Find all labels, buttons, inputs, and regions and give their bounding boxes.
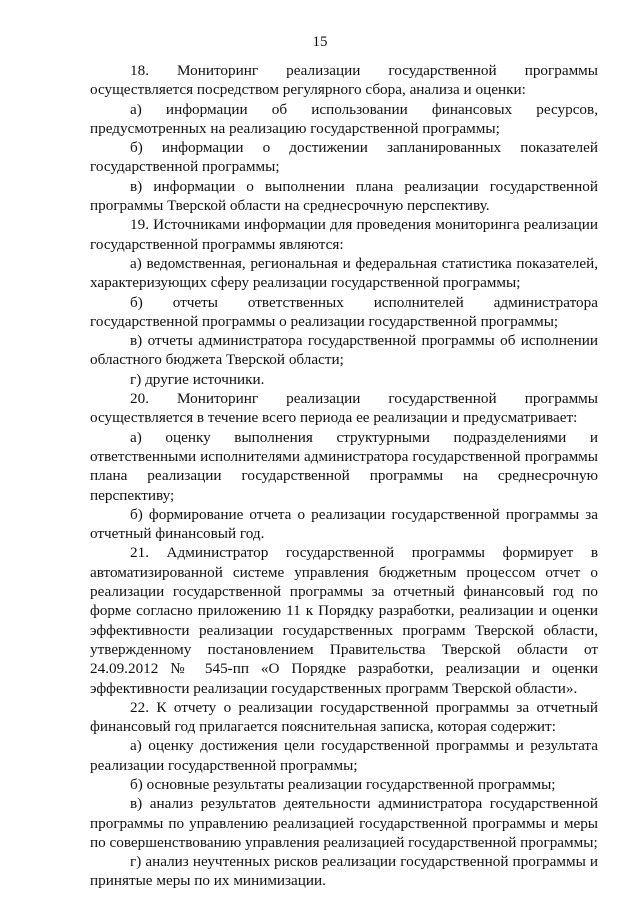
paragraph-18: 18. Мониторинг реализации государственной программы осуществляется посредством регулярного сбора, анализа и оценки: bbox=[90, 62, 598, 99]
paragraph-22-b: б) основные результаты реализации государственной программы; bbox=[130, 775, 556, 793]
paragraph-19-g: г) другие источники. bbox=[130, 370, 265, 388]
paragraph-20: 20. Мониторинг реализации государственной программы осуществляется в течение всего периода ее реализации и предусматривает: bbox=[90, 390, 598, 427]
paragraph-19: 19. Источниками информации для проведения мониторинга реализации государственной программы являются: bbox=[90, 216, 598, 253]
paragraph-22-g: г) анализ неучтенных рисков реализации государственной программы и принятые меры по их минимизации. bbox=[90, 853, 598, 890]
paragraph-22: 22. К отчету о реализации государственной программы за отчетный финансовый год прилагается пояснительная записка, которая содержит: bbox=[90, 698, 598, 736]
document-body bbox=[90, 61, 598, 891]
paragraph-19-b: б) отчеты ответственных исполнителей администратора государственной программы о реализации государственной программы; bbox=[90, 293, 598, 330]
paragraph-19-v: в) отчеты администратора государственной программы об исполнении областного бюджета Тверской области; bbox=[90, 332, 598, 369]
paragraph-18-a: а) информации об использовании финансовых ресурсов, предусмотренных на реализацию государственной программы; bbox=[90, 100, 598, 137]
paragraph-18-b: б) информации о достижении запланированных показателей государственной программы; bbox=[90, 139, 598, 176]
paragraph-19-a: а) ведомственная, региональная и федеральная статистика показателей, характеризующих сферу реализации государственной программы; bbox=[90, 254, 598, 292]
paragraph-22-a: а) оценку достижения цели государственной программы и результата реализации государственной программы; bbox=[90, 737, 598, 774]
paragraph-20-b: б) формирование отчета о реализации государственной программы за отчетный финансовый год. bbox=[90, 505, 598, 543]
paragraph-22-v: в) анализ результатов деятельности администратора государственной программы по управлению реализацией государственной программы и меры по совершенствованию управления реализацией государственной программы; bbox=[90, 795, 598, 851]
page-number: 15 bbox=[312, 34, 328, 50]
paragraph-21: 21. Администратор государственной программы формирует в автоматизированной системе управления бюджетным процессом отчет о реализации государственной программы за отчетный финансовый год по форме согласно приложению 11 к Порядку разработки, реализации и оценки эффективности реализации государственных программ Тверской области, утвержденному постановлением Правительства Тверской области от 24.09.2012 № 545-пп «О Порядке разработки, реализации и оценки эффективности реализации государственных программ Тверской области». bbox=[90, 544, 598, 697]
paragraph-18-v: в) информации о выполнении плана реализации государственной программы Тверской области на среднесрочную перспективу. bbox=[90, 177, 598, 215]
paragraph-20-a: а) оценку выполнения структурными подразделениями и ответственными исполнителями администратора государственной программы плана реализации государственной программы на среднесрочную перспективу; bbox=[90, 428, 598, 504]
